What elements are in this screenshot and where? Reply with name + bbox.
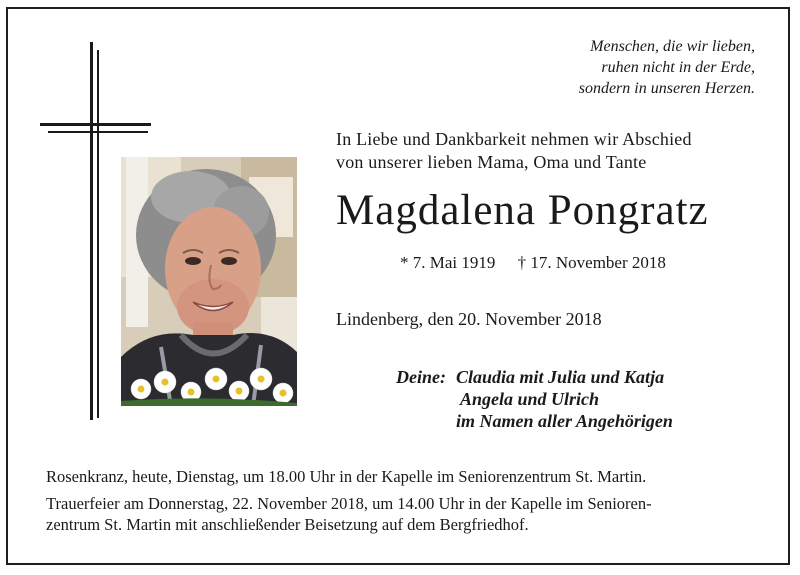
deceased-name: Magdalena Pongratz [336,187,709,234]
place-and-date: Lindenberg, den 20. November 2018 [336,309,602,329]
life-dates [400,252,720,274]
cross-horizontal-bar [40,123,151,126]
mourners-block [396,366,776,432]
mourners-row [396,366,776,388]
motto-line: sondern in unseren Herzen. [578,80,755,97]
mourners-line: Angela und Ulrich [460,389,600,409]
portrait-photo [121,157,297,406]
intro-line: In Liebe und Dankbarkeit nehmen wir Abschied [336,129,692,149]
birth-date: * 7. Mai 1919 [400,253,496,272]
death-date: † 17. November 2018 [517,253,666,272]
mourners-line: Claudia mit Julia und Katja [456,367,665,387]
portrait-image [121,157,297,406]
cross-horizontal-bar-inner [48,131,148,133]
funeral-line: zentrum St. Martin mit anschließender Beisetzung auf dem Bergfriedhof. [46,515,529,534]
funeral-info [46,493,776,535]
motto-line: ruhen nicht in der Erde, [601,59,755,76]
cross-vertical-bar-inner [97,50,99,418]
motto-quote [515,36,755,99]
mourners-line: im Namen aller Angehörigen [456,411,673,431]
rosary-info: Rosenkranz, heute, Dienstag, um 18.00 Uhr in der Kapelle im Seniorenzentrum St. Martin. [46,467,647,486]
mourners-lead: Deine: [396,367,446,387]
announcement-intro [336,128,766,174]
cross-vertical-bar [90,42,93,420]
funeral-line: Trauerfeier am Donnerstag, 22. November 2018, um 14.00 Uhr in der Kapelle im Senioren- [46,494,652,513]
intro-line: von unserer lieben Mama, Oma und Tante [336,152,647,172]
service-details [46,466,776,535]
motto-line: Menschen, die wir lieben, [590,38,755,55]
